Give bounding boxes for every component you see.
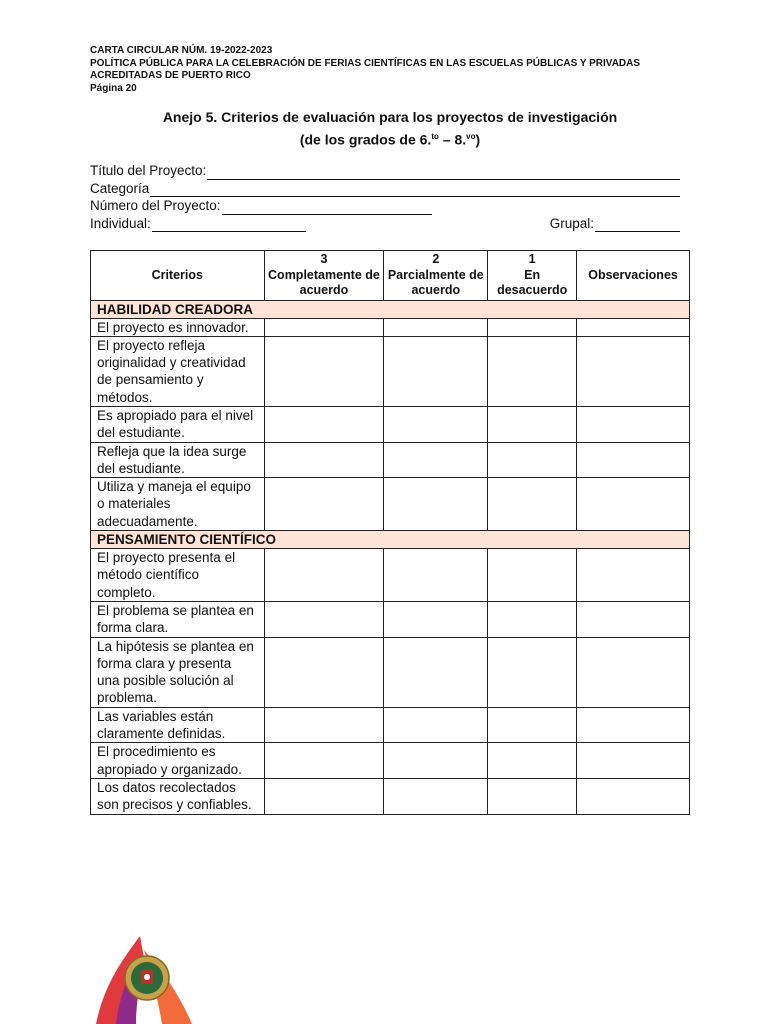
score-3-cell[interactable] xyxy=(264,406,384,442)
evaluation-table xyxy=(90,250,690,815)
observations-cell[interactable] xyxy=(577,707,690,743)
criterion-text: El proyecto presenta el método científico completo. xyxy=(91,549,265,602)
partially-agree-header: 2 Parcialmente de acuerdo xyxy=(384,251,488,301)
observations-cell[interactable] xyxy=(577,549,690,602)
section-title: HABILIDAD CREADORA xyxy=(91,300,690,318)
grupal-line[interactable] xyxy=(595,218,680,232)
observations-cell[interactable] xyxy=(577,406,690,442)
annex-title-line2: (de los grados de 6.$^{to}$ – 8.$^{vo}$) xyxy=(299,131,481,148)
score-2-cell[interactable] xyxy=(384,442,488,478)
criterion-row xyxy=(91,318,690,336)
score-1-cell[interactable] xyxy=(488,601,577,637)
category-field[interactable] xyxy=(90,180,680,198)
category-line[interactable] xyxy=(150,183,680,197)
score-3-cell[interactable] xyxy=(264,707,384,743)
criteria-header: Criterios xyxy=(91,251,265,301)
score-2-cell[interactable] xyxy=(384,707,488,743)
criterion-text: El procedimiento es apropiado y organizado. xyxy=(91,743,265,779)
score-1-cell[interactable] xyxy=(488,778,577,814)
criterion-row xyxy=(91,406,690,442)
score-1-cell[interactable] xyxy=(488,743,577,779)
policy-title: POLÍTICA PÚBLICA PARA LA CELEBRACIÓN DE FERIAS CIENTÍFICAS EN LAS ESCUELAS PÚBLICAS Y PRIVADAS ACREDITADAS DE PUERTO RICO xyxy=(90,57,641,81)
score-1-cell[interactable] xyxy=(488,637,577,707)
score-3-cell[interactable] xyxy=(264,318,384,336)
criterion-row xyxy=(91,707,690,743)
criterion-text: Es apropiado para el nivel del estudiante. xyxy=(91,406,265,442)
score-1-cell[interactable] xyxy=(488,549,577,602)
criterion-text: Refleja que la idea surge del estudiante. xyxy=(91,442,265,478)
section-row xyxy=(91,300,690,318)
project-title-label: Título del Proyecto: xyxy=(90,163,207,178)
score-2-cell[interactable] xyxy=(384,478,488,531)
score-3-cell[interactable] xyxy=(264,478,384,531)
score-3-cell[interactable] xyxy=(264,601,384,637)
page-number: Página 20 xyxy=(90,82,137,94)
criterion-text: El proyecto refleja originalidad y creatividad de pensamiento y métodos. xyxy=(91,336,265,406)
score-1-cell[interactable] xyxy=(488,478,577,531)
project-number-label: Número del Proyecto: xyxy=(90,198,221,213)
observations-cell[interactable] xyxy=(577,601,690,637)
score-2-cell[interactable] xyxy=(384,601,488,637)
score-2-cell[interactable] xyxy=(384,778,488,814)
section-title: PENSAMIENTO CIENTÍFICO xyxy=(91,531,690,549)
observations-cell[interactable] xyxy=(577,743,690,779)
government-logo-icon xyxy=(92,930,202,1024)
score-3-cell[interactable] xyxy=(264,442,384,478)
criterion-row xyxy=(91,743,690,779)
criterion-row xyxy=(91,601,690,637)
score-2-cell[interactable] xyxy=(384,637,488,707)
score-3-cell[interactable] xyxy=(264,743,384,779)
table-header-row xyxy=(91,251,690,301)
score-2-cell[interactable] xyxy=(384,549,488,602)
project-title-line[interactable] xyxy=(207,166,680,180)
score-1-cell[interactable] xyxy=(488,336,577,406)
observations-cell[interactable] xyxy=(577,442,690,478)
observations-cell[interactable] xyxy=(577,336,690,406)
score-3-cell[interactable] xyxy=(264,549,384,602)
disagree-header: 1 En desacuerdo xyxy=(488,251,577,301)
criterion-text: Las variables están claramente definidas. xyxy=(91,707,265,743)
score-1-cell[interactable] xyxy=(488,442,577,478)
fully-agree-header: 3 Completamente de acuerdo xyxy=(264,251,384,301)
observations-header: Observaciones xyxy=(577,251,690,301)
circular-number: CARTA CIRCULAR NÚM. 19-2022-2023 xyxy=(90,45,273,56)
observations-cell[interactable] xyxy=(577,778,690,814)
criterion-row xyxy=(91,778,690,814)
section-row xyxy=(91,531,690,549)
project-number-field[interactable] xyxy=(90,197,680,215)
project-number-line[interactable] xyxy=(222,201,432,215)
criterion-row xyxy=(91,478,690,531)
observations-cell[interactable] xyxy=(577,478,690,531)
annex-title-line1: Anejo 5. Criterios de evaluación para los proyectos de investigación xyxy=(162,109,618,125)
observations-cell[interactable] xyxy=(577,637,690,707)
annex-title xyxy=(90,108,690,150)
document-header xyxy=(90,45,700,95)
participation-fields xyxy=(90,215,680,233)
observations-cell[interactable] xyxy=(577,318,690,336)
criterion-text: Utiliza y maneja el equipo o materiales adecuadamente. xyxy=(91,478,265,531)
criterion-row xyxy=(91,336,690,406)
criterion-row xyxy=(91,442,690,478)
project-title-field[interactable] xyxy=(90,162,680,180)
project-info-fields xyxy=(90,162,680,232)
score-1-cell[interactable] xyxy=(488,318,577,336)
grupal-label: Grupal: xyxy=(549,215,594,231)
individual-line[interactable] xyxy=(152,218,306,232)
criterion-text: Los datos recolectados son precisos y confiables. xyxy=(91,778,265,814)
criterion-text: La hipótesis se plantea en forma clara y presenta una posible solución al problema. xyxy=(91,637,265,707)
score-3-cell[interactable] xyxy=(264,336,384,406)
score-3-cell[interactable] xyxy=(264,637,384,707)
score-3-cell[interactable] xyxy=(264,778,384,814)
score-1-cell[interactable] xyxy=(488,707,577,743)
criterion-row xyxy=(91,549,690,602)
score-2-cell[interactable] xyxy=(384,743,488,779)
score-2-cell[interactable] xyxy=(384,318,488,336)
score-2-cell[interactable] xyxy=(384,406,488,442)
score-1-cell[interactable] xyxy=(488,406,577,442)
category-label: Categoría xyxy=(90,180,150,196)
criterion-text: El proyecto es innovador. xyxy=(91,318,265,336)
individual-label: Individual: xyxy=(90,215,151,231)
score-2-cell[interactable] xyxy=(384,336,488,406)
criterion-row xyxy=(91,637,690,707)
criterion-text: El problema se plantea en forma clara. xyxy=(91,601,265,637)
